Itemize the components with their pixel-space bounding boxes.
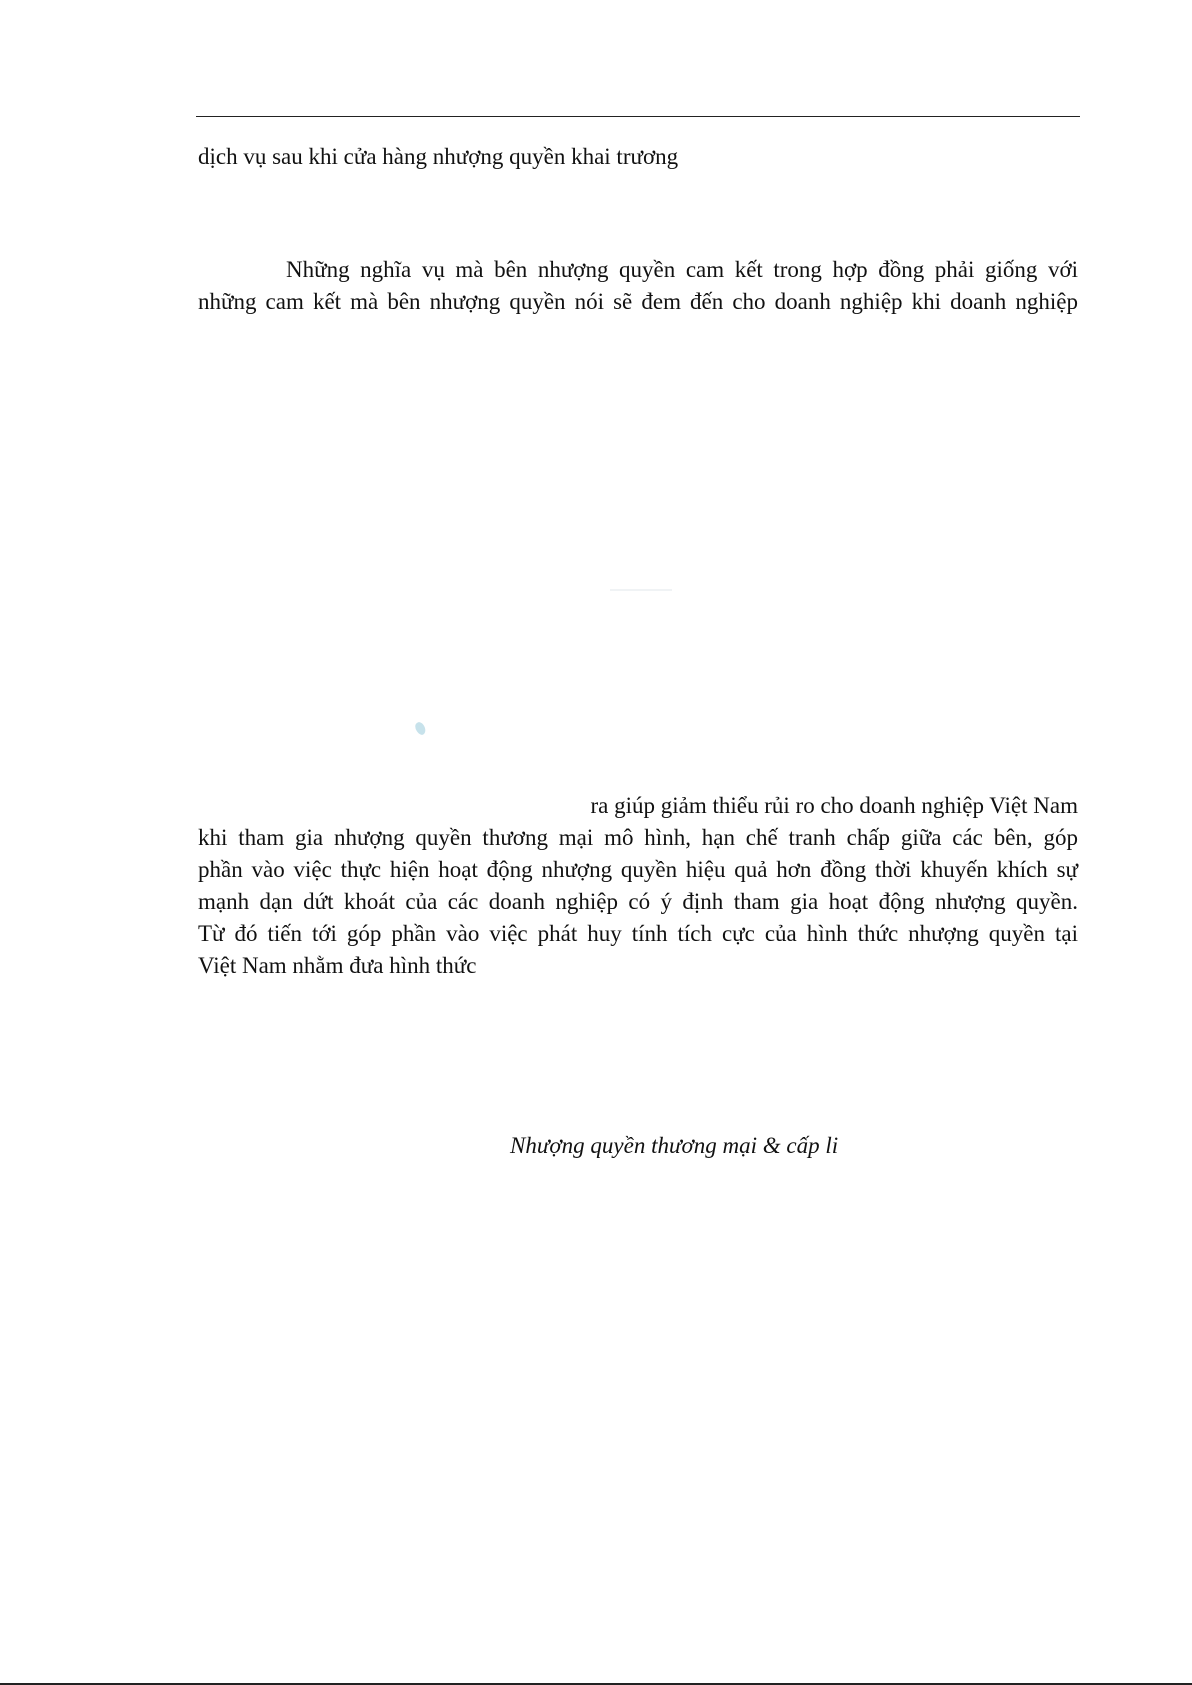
paragraph-2-line-6: Việt Nam nhằm đưa hình thức <box>198 953 477 978</box>
scan-speck <box>413 721 428 737</box>
paragraph-1-line-2: những cam kết mà bên nhượng quyền nói sẽ đem đến cho doanh nghiệp khi doanh nghiệp <box>198 289 1078 314</box>
paragraph-1-line-1: Những nghĩa vụ mà bên nhượng quyền cam kết trong hợp đồng phải giống với <box>286 257 1078 282</box>
paragraph-2-line-1: ra giúp giảm thiểu rủi ro cho doanh nghiệp Việt Nam <box>590 793 1078 818</box>
scan-artifact <box>610 589 672 591</box>
paragraph-2-line-3: phần vào việc thực hiện hoạt động nhượng quyền hiệu quả hơn đồng thời khuyến khích sự <box>198 857 1078 882</box>
paragraph-2-line-2: khi tham gia nhượng quyền thương mại mô hình, hạn chế tranh chấp giữa các bên, góp <box>198 825 1078 850</box>
footer-caption: Nhượng quyền thương mại & cấp li <box>510 1133 839 1158</box>
paragraph-2-line-4: mạnh dạn dứt khoát của các doanh nghiệp có ý định tham gia hoạt động nhượng quyền. <box>198 889 1078 914</box>
paragraph-2-line-5: Từ đó tiến tới góp phần vào việc phát huy tính tích cực của hình thức nhượng quyền tại <box>198 921 1078 946</box>
header-divider <box>196 116 1080 117</box>
text-line-continuation: dịch vụ sau khi cửa hàng nhượng quyền khai trương <box>198 144 679 169</box>
